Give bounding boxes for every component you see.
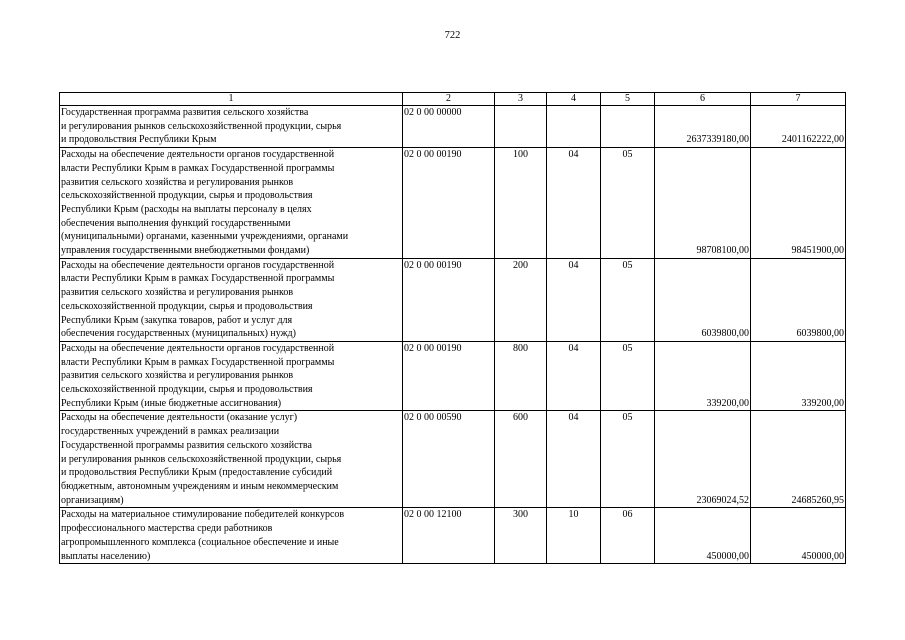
row-sum-col7: 450000,00	[751, 508, 846, 564]
row-sum-col6: 6039800,00	[655, 258, 751, 341]
budget-table	[59, 92, 846, 564]
row-expense-type: 600	[495, 411, 547, 508]
row-name: Расходы на обеспечение деятельности органов государственной власти Республики Крым в рамках Государственной программы развития сельского хозяйства и регулирования рынков сельскохозяйственной продукции, сырья и продовольствия Республики Крым (расходы на выплаты персоналу в целях обеспечения выполнения функций государственными (муниципальными) органами, казенными учреждениями, органами управления государственными внебюджетными фондами)	[60, 148, 403, 259]
table-row	[60, 258, 846, 341]
header-cell-7: 7	[751, 93, 846, 106]
row-name: Расходы на обеспечение деятельности органов государственной власти Республики Крым в рамках Государственной программы развития сельского хозяйства и регулирования рынков сельскохозяйственной продукции, сырья и продовольствия Республики Крым (иные бюджетные ассигнования)	[60, 341, 403, 411]
table-row	[60, 411, 846, 508]
row-subsection	[601, 106, 655, 148]
row-subsection: 05	[601, 341, 655, 411]
row-subsection: 06	[601, 508, 655, 564]
header-cell-5: 5	[601, 93, 655, 106]
row-target-code: 02 0 00 00190	[403, 341, 495, 411]
row-sum-col6: 23069024,52	[655, 411, 751, 508]
row-target-code: 02 0 00 00190	[403, 258, 495, 341]
row-target-code: 02 0 00 00000	[403, 106, 495, 148]
row-expense-type	[495, 106, 547, 148]
table-row	[60, 106, 846, 148]
row-section: 04	[547, 148, 601, 259]
header-cell-4: 4	[547, 93, 601, 106]
table-row	[60, 341, 846, 411]
row-target-code: 02 0 00 12100	[403, 508, 495, 564]
row-sum-col6: 2637339180,00	[655, 106, 751, 148]
row-sum-col7: 98451900,00	[751, 148, 846, 259]
row-name: Государственная программа развития сельского хозяйства и регулирования рынков сельскохозяйственной продукции, сырья и продовольствия Республики Крым	[60, 106, 403, 148]
row-name: Расходы на обеспечение деятельности органов государственной власти Республики Крым в рамках Государственной программы развития сельского хозяйства и регулирования рынков сельскохозяйственной продукции, сырья и продовольствия Республики Крым (закупка товаров, работ и услуг для обеспечения государственных (муниципальных) нужд)	[60, 258, 403, 341]
row-target-code: 02 0 00 00590	[403, 411, 495, 508]
row-section: 04	[547, 411, 601, 508]
row-expense-type: 100	[495, 148, 547, 259]
row-target-code: 02 0 00 00190	[403, 148, 495, 259]
row-sum-col7: 24685260,95	[751, 411, 846, 508]
row-sum-col7: 339200,00	[751, 341, 846, 411]
row-name: Расходы на материальное стимулирование победителей конкурсов профессионального мастерства среди работников агропромышленного комплекса (социальное обеспечение и иные выплаты населению)	[60, 508, 403, 564]
table-header-row	[60, 93, 846, 106]
row-section	[547, 106, 601, 148]
row-subsection: 05	[601, 258, 655, 341]
row-subsection: 05	[601, 148, 655, 259]
row-subsection: 05	[601, 411, 655, 508]
row-section: 10	[547, 508, 601, 564]
row-section: 04	[547, 258, 601, 341]
table-row	[60, 148, 846, 259]
header-cell-3: 3	[495, 93, 547, 106]
row-sum-col7: 2401162222,00	[751, 106, 846, 148]
row-sum-col6: 339200,00	[655, 341, 751, 411]
header-cell-1: 1	[60, 93, 403, 106]
page-number: 722	[444, 30, 461, 41]
row-section: 04	[547, 341, 601, 411]
row-expense-type: 200	[495, 258, 547, 341]
row-sum-col7: 6039800,00	[751, 258, 846, 341]
header-cell-6: 6	[655, 93, 751, 106]
row-expense-type: 800	[495, 341, 547, 411]
header-cell-2: 2	[403, 93, 495, 106]
row-name: Расходы на обеспечение деятельности (оказание услуг) государственных учреждений в рамках реализации Государственной программы развития сельского хозяйства и регулирования рынков сельскохозяйственной продукции, сырья и продовольствия Республики Крым (предоставление субсидий бюджетным, автономным учреждениям и иным некоммерческим организациям)	[60, 411, 403, 508]
row-sum-col6: 98708100,00	[655, 148, 751, 259]
table-row	[60, 508, 846, 564]
row-sum-col6: 450000,00	[655, 508, 751, 564]
row-expense-type: 300	[495, 508, 547, 564]
